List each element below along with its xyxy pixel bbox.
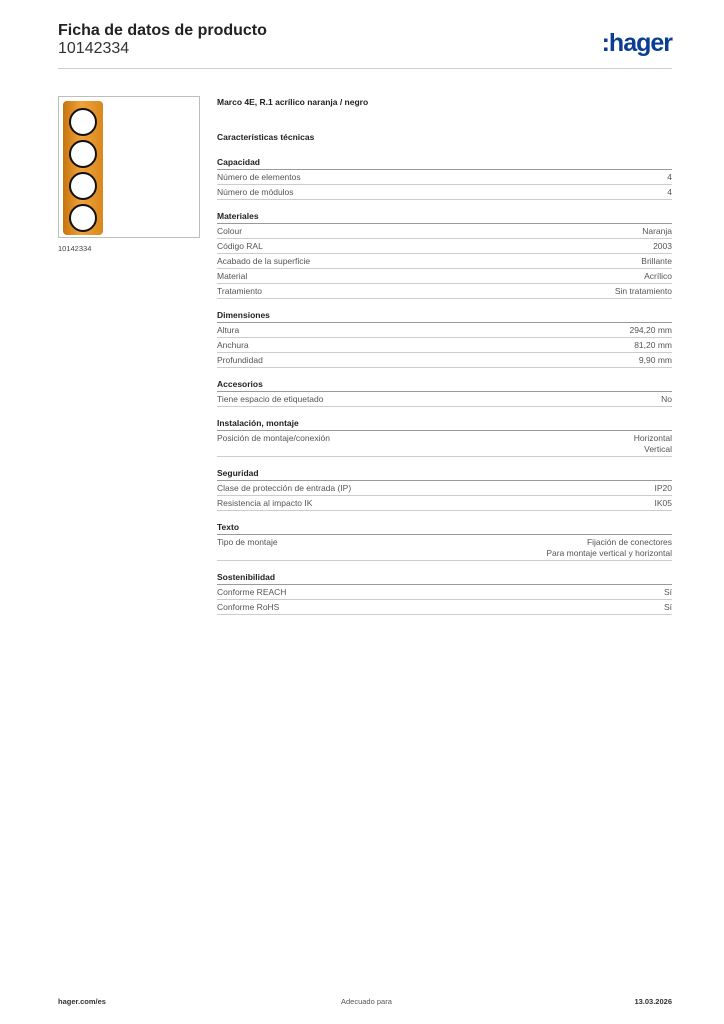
spec-values: [655, 498, 673, 509]
spec-values: [644, 271, 672, 282]
spec-section-title: Seguridad: [217, 467, 672, 481]
spec-values: [641, 256, 672, 267]
spec-row: [217, 323, 672, 338]
spec-label: Anchura: [217, 340, 249, 350]
spec-row: [217, 496, 672, 511]
spec-value: No: [661, 394, 672, 404]
spec-label: Número de elementos: [217, 172, 301, 182]
frame-opening-2: [69, 140, 97, 168]
spec-section: [217, 417, 672, 457]
spec-section: [217, 309, 672, 368]
spec-values: [655, 483, 673, 494]
spec-values: [664, 587, 672, 598]
document-title: Ficha de datos de producto: [58, 22, 267, 39]
footer-center-text: Adecuado para: [341, 997, 392, 1006]
spec-section-title: Dimensiones: [217, 309, 672, 323]
spec-value: IP20: [654, 483, 672, 493]
spec-values: [664, 602, 672, 613]
spec-row: [217, 481, 672, 496]
spec-row: [217, 224, 672, 239]
spec-row: [217, 585, 672, 600]
spec-value: Fijación de conectores: [586, 537, 672, 547]
tech-characteristics-title: Características técnicas: [217, 132, 315, 142]
spec-values: [667, 187, 672, 198]
spec-row: [217, 185, 672, 200]
spec-section-title: Accesorios: [217, 378, 672, 392]
frame-opening-3: [69, 172, 97, 200]
spec-label: Clase de protección de entrada (IP): [217, 483, 352, 493]
spec-values: [653, 241, 672, 252]
spec-section: [217, 521, 672, 561]
spec-label: Altura: [217, 325, 240, 335]
spec-value: 9,90 mm: [638, 355, 672, 365]
spec-section-title: Materiales: [217, 210, 672, 224]
document-footer: [58, 997, 672, 1009]
spec-section-title: Capacidad: [217, 156, 672, 170]
spec-row: [217, 431, 672, 457]
footer-website: hager.com/es: [58, 997, 106, 1006]
spec-value: 294,20 mm: [629, 325, 672, 335]
frame-illustration: [63, 101, 103, 235]
spec-row: [217, 269, 672, 284]
spec-sections: [217, 156, 672, 615]
spec-label: Tipo de montaje: [217, 537, 278, 547]
spec-label: Resistencia al impacto IK: [217, 498, 313, 508]
hager-logo: :hager: [601, 29, 672, 57]
spec-value: Para montaje vertical y horizontal: [546, 548, 672, 558]
spec-section: [217, 467, 672, 511]
spec-row: [217, 338, 672, 353]
footer-date: 13.03.2026: [634, 997, 672, 1006]
spec-values: [634, 340, 672, 351]
spec-values: [634, 433, 672, 455]
spec-value: Sí: [663, 587, 672, 597]
spec-label: Número de módulos: [217, 187, 294, 197]
product-image: [58, 96, 200, 238]
frame-opening-4: [69, 204, 97, 232]
spec-value: 4: [667, 172, 672, 182]
spec-row: [217, 353, 672, 368]
product-image-caption: 10142334: [58, 244, 92, 253]
spec-row: [217, 239, 672, 254]
spec-row: [217, 392, 672, 407]
spec-value: Vertical: [644, 444, 672, 454]
spec-values: [546, 537, 672, 559]
spec-value: Sin tratamiento: [614, 286, 672, 296]
spec-value: Horizontal: [633, 433, 672, 443]
spec-label: Código RAL: [217, 241, 263, 251]
spec-values: [615, 286, 672, 297]
document-header: [58, 22, 672, 69]
spec-row: [217, 535, 672, 561]
spec-label: Conforme REACH: [217, 587, 287, 597]
spec-values: [642, 226, 672, 237]
spec-label: Tratamiento: [217, 286, 263, 296]
spec-label: Colour: [217, 226, 243, 236]
spec-value: Naranja: [642, 226, 672, 236]
spec-value: Brillante: [641, 256, 672, 266]
spec-row: [217, 170, 672, 185]
spec-value: Acrílico: [644, 271, 672, 281]
spec-section-title: Sostenibilidad: [217, 571, 672, 585]
spec-content: [217, 95, 672, 625]
spec-section-title: Instalación, montaje: [217, 417, 672, 431]
spec-section: [217, 210, 672, 299]
spec-value: 4: [667, 187, 672, 197]
spec-section: [217, 156, 672, 200]
spec-row: [217, 600, 672, 615]
spec-label: Acabado de la superficie: [217, 256, 311, 266]
spec-label: Tiene espacio de etiquetado: [217, 394, 324, 404]
spec-label: Conforme RoHS: [217, 602, 280, 612]
product-name: Marco 4E, R.1 acrílico naranja / negro: [217, 97, 369, 107]
spec-section: [217, 378, 672, 407]
frame-opening-1: [69, 108, 97, 136]
spec-section-title: Texto: [217, 521, 672, 535]
spec-value: IK05: [654, 498, 672, 508]
spec-value: 81,20 mm: [634, 340, 672, 350]
spec-value: 2003: [653, 241, 672, 251]
spec-values: [661, 394, 672, 405]
spec-value: Sí: [663, 602, 672, 612]
document-subtitle: 10142334: [58, 40, 130, 57]
spec-label: Profundidad: [217, 355, 263, 365]
spec-label: Posición de montaje/conexión: [217, 433, 330, 443]
spec-values: [629, 325, 672, 336]
spec-row: [217, 254, 672, 269]
spec-row: [217, 284, 672, 299]
spec-label: Material: [217, 271, 248, 281]
spec-values: [667, 172, 672, 183]
spec-section: [217, 571, 672, 615]
spec-values: [639, 355, 672, 366]
